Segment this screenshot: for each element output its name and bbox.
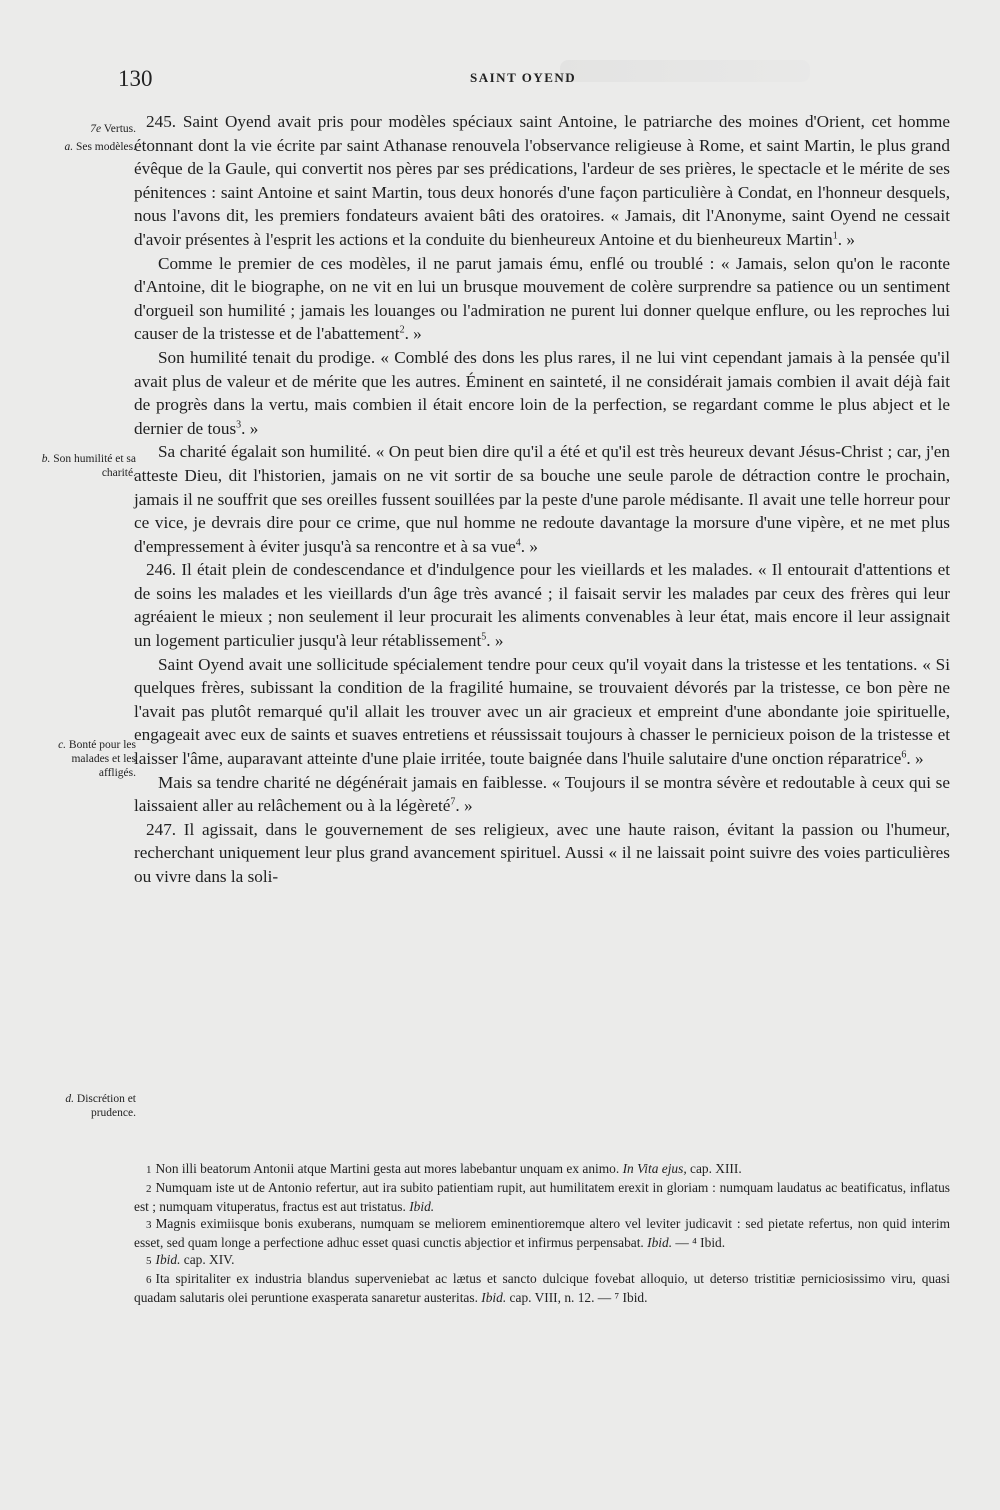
running-title: SAINT OYEND <box>470 70 577 85</box>
paragraph-number: 246. <box>146 560 177 580</box>
paragraph: Saint Oyend avait une sollicitude spécialement tendre pour ceux qu'il voyait dans la tristesse et les tentations. « Si quelques frères, subissant la condition de la fragilité humaine, se trouvaient dévorés par la tristesse, ce bon père ne l'avait pas plutôt remarqué qu'il allait les trouver avec un air gracieux et empreint d'une abondante joie spirituelle, engageait avec eux de saints et suaves entretiens et réussissait toujours à chasser le pernicieux poison de la tristesse et laisser l'âme, auparavant atteinte d'une plaie irritée, toute baignée dans l'huile salutaire d'une onction réparatrice$^6$. » <box>134 654 950 769</box>
footnote-number: 5 <box>146 1255 152 1267</box>
footnote: 6 Ita spiritaliter ex industria blandus superveniebat ac lætus et sancto dulcique fovebat alloquio, ut deterso tristitiæ perniciosissimo viru, quasi quadam salutaris olei peruntione exasperata sanaretur austeritas. Ibid. cap. VIII, n. 12. — ⁷ Ibid. <box>134 1271 950 1305</box>
margin-note-virtues: 7e Vertus. <box>90 123 136 135</box>
footnote-ref: 2 <box>399 324 405 336</box>
paragraph: Son humilité tenait du prodige. « Comblé des dons les plus rares, il ne lui vint cependant jamais à la pensée qu'il avait plus de valeur et de mérite que les autres. Éminent en sainteté, il ne considérait jamais combien il avait déjà fait de progrès dans la vertu, mais combien il était encore loin de la perfection, se regardant comme le plus abject et le dernier de tous$^3$. » <box>134 347 950 438</box>
body-text <box>134 110 950 889</box>
footnote: 5 Ibid. cap. XIV. <box>146 1252 235 1267</box>
paragraph: Sa charité égalait son humilité. « On peut bien dire qu'il a été et qu'il est très heureux devant Jésus-Christ ; car, j'en atteste Dieu, dit l'historien, jamais on ne vit sortir de sa bouche une seule parole de détraction contre le prochain, jamais il ne souffrit que ses oreilles fussent souillées par la peste d'une parole médisante. Il avait une telle horreur pour ce vice, je devrais dire pour ce crime, que nul homme ne redoute davantage la morsure d'une vipère, et ne met plus d'empressement à éviter jusqu'à sa rencontre et à sa vue$^4$. » <box>134 442 950 556</box>
paragraph: Comme le premier de ces modèles, il ne parut jamais ému, enflé ou troublé : « Jamais, selon qu'on le raconte d'Antoine, dit le biographe, on ne vit en lui un brusque mouvement de colère surprendre sa patience ou un sentiment d'orgueil son humilité ; jamais les louanges ou l'admiration ne purent lui donner quelque enflure, ou les reproches lui causer de la tristesse et de l'abattement$^2$. » <box>134 253 950 344</box>
footnote-number: 1 <box>146 1164 152 1176</box>
footnote-ref: 1 <box>832 230 838 242</box>
footnote: 3 Magnis eximiisque bonis exuberans, numquam se meliorem eminentioremque altero vel leviter judicavit : sed pietate refertus, non quid interim esset, sed quam longe a perfectione adhuc esset quasi cunctis abjectior et infirmus perpensabat. Ibid. — ⁴ Ibid. <box>134 1216 950 1250</box>
footnotes <box>134 1160 950 1306</box>
footnote-ref: 4 <box>515 536 521 548</box>
margin-note-humility: b. Son humilité et sa charité. <box>41 453 136 479</box>
page-header <box>118 66 948 98</box>
margin-note-discretion: d. Discrétion et prudence. <box>65 1093 136 1119</box>
footnote: 1 Non illi beatorum Antonii atque Martini gesta aut mores labebantur unquam ex animo. In Vita ejus, cap. XIII. <box>146 1161 742 1176</box>
page-number: 130 <box>118 66 153 91</box>
footnote-ref: 3 <box>236 418 242 430</box>
footnote: 2 Numquam iste ut de Antonio refertur, aut ira subito patientiam rupit, aut humilitatem erexit in gloriam : numquam laudatus ac beatificatus, inflatus est ; numquam vituperatus, fractus est aut tristatus. Ibid. <box>134 1180 950 1214</box>
footnote-number: 3 <box>146 1219 152 1231</box>
paragraph-247: 247. Il agissait, dans le gouvernement de ses religieux, avec une haute raison, évitant la passion ou l'humeur, recherchant uniquement leur plus grand avancement spirituel. Aussi « il ne laissait point suivre des voies particulières ou vivre dans la soli- <box>134 819 950 886</box>
paragraph-number: 247. <box>146 819 177 839</box>
paragraph-number: 245. <box>146 112 177 131</box>
paragraph: Mais sa tendre charité ne dégénérait jamais en faiblesse. « Toujours il se montra sévère et redoutable à ceux qui se laissaient aller au relâchement ou à la légèreté$^7$. » <box>134 772 950 816</box>
margin-note-models: a. Ses modèles. <box>64 141 136 153</box>
margin-note-kindness: c. Bonté pour les malades et les affligés. <box>58 739 136 779</box>
footnote-ref: 5 <box>481 631 487 643</box>
paragraph-246: 246. Il était plein de condescendance et d'indulgence pour les vieillards et les malades. « Il entourait d'attentions et de soins les malades et les vieillards d'un âge très avancé ; il faisait servir les malades par ceux des frères qui leur agréaient le mieux ; non seulement il leur procurait les aliments convenables à leur état, mais encore il leur assignait un logement particulier jusqu'à leur rétablissement$^5$. » <box>134 560 950 651</box>
footnote-number: 2 <box>146 1183 152 1195</box>
footnote-ref: 7 <box>450 796 456 808</box>
paragraph-245: 245. Saint Oyend avait pris pour modèles spéciaux saint Antoine, le patriarche des moines d'Orient, cet homme étonnant dont la vie écrite par saint Athanase renouvela l'observance religieuse à Rome, et saint Martin, le plus grand évêque de la Gaule, qui convertit nos pères par ses prédications, l'ardeur de ses prières, le spectacle et le mérite de ses pénitences : saint Antoine et saint Martin, tous deux honorés d'une façon particulière à Condat, en l'honneur desquels, nous l'avons dit, les premiers fondateurs avaient bâti des oratoires. « Jamais, dit l'Anonyme, saint Oyend ne cessait d'avoir présentes à l'esprit les actions et la conduite du bienheureux Antoine et du bienheureux Martin$^1$. » <box>134 112 950 249</box>
footnote-ref: 6 <box>901 749 907 761</box>
footnote-number: 6 <box>146 1274 152 1286</box>
